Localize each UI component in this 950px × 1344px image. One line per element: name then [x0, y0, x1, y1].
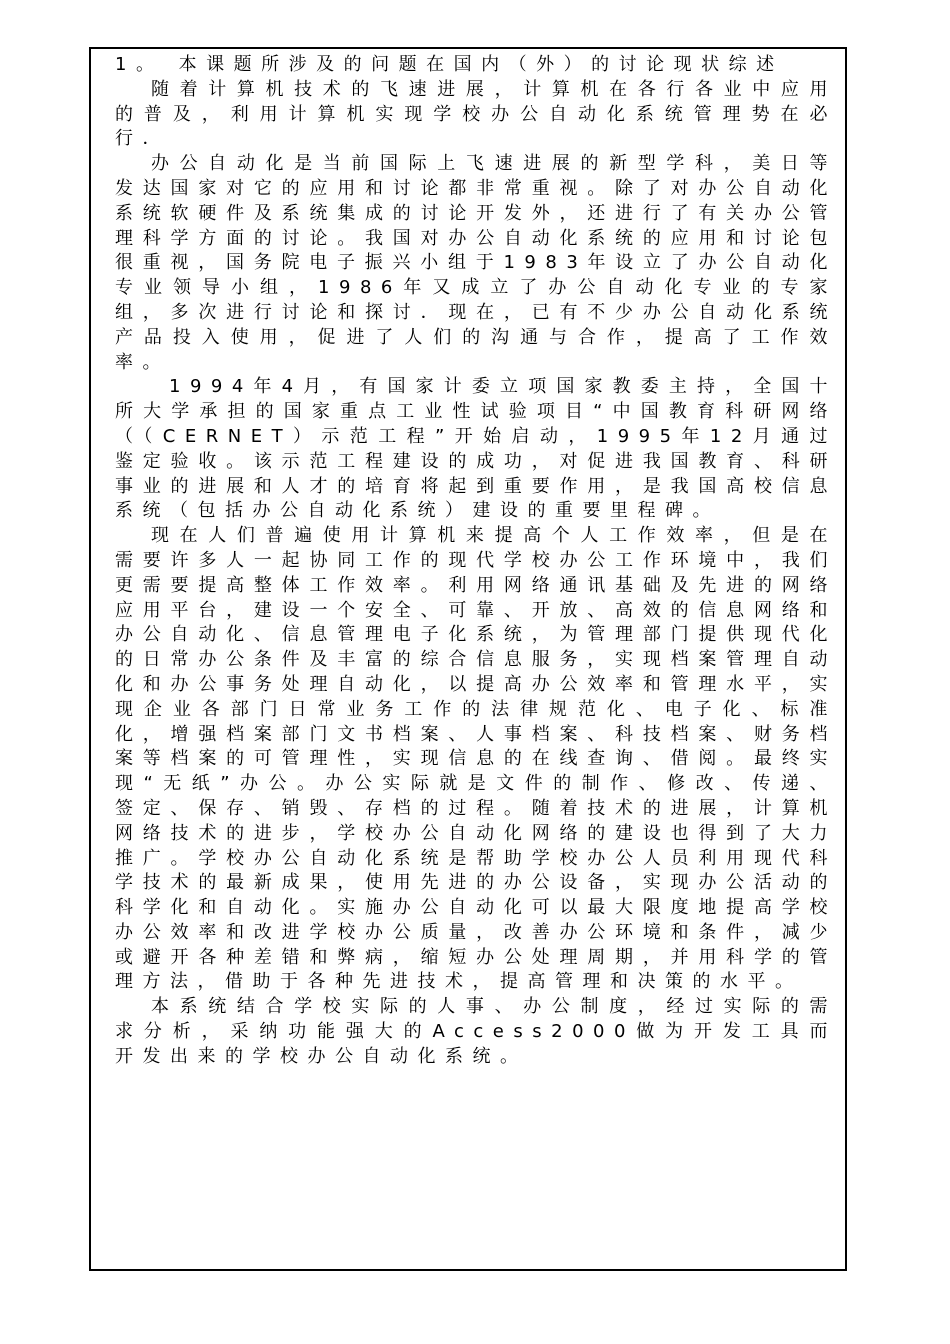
paragraph-intro: 随着计算机技术的飞速进展，计算机在各行各业中应用的普及，利用计算机实现学校办公自动化系统管理势在必行． [115, 78, 837, 150]
document-frame [89, 47, 847, 1271]
section-heading: 1。 本课题所涉及的问题在国内（外）的讨论现状综述 [115, 54, 784, 75]
paragraph-oa-research: 办公自动化是当前国际上飞速进展的新型学科，美日等发达国家对它的应用和讨论都非常重视。除了对办公自动化系统软硬件及系统集成的讨论开发外，还进行了有关办公管理科学方面的讨论。我国对办公自动化系统的应用和讨论包很重视，国务院电子振兴小组于1983年设立了办公自动化专业领导小组，1986年又成立了办公自动化专业的专家组，多次进行讨论和探讨．现在，已有不少办公自动化系统产品投入使用，促进了人们的沟通与合作，提高了工作效率。 [115, 153, 837, 373]
document-body [115, 53, 837, 1070]
paragraph-cernet: 1994年4月，有国家计委立项国家教委主持，全国十所大学承担的国家重点工业性试验项目“中国教育科研网络（（CERNET）示范工程”开始启动，1995年12月通过鉴定验收。该示范工程建设的成功，对促进我国教育、科研事业的进展和人才的培育将起到重要作用，是我国高校信息系统（包括办公自动化系统）建设的重要里程碑。 [115, 376, 837, 522]
paragraph-school-oa: 现在人们普遍使用计算机来提高个人工作效率，但是在需要许多人一起协同工作的现代学校办公工作环境中，我们更需要提高整体工作效率。利用网络通讯基础及先进的网络应用平台，建设一个安全、可靠、开放、高效的信息网络和办公自动化、信息管理电子化系统，为管理部门提供现代化的日常办公条件及丰富的综合信息服务，实现档案管理自动化和办公事务处理自动化，以提高办公效率和管理水平，实现企业各部门日常业务工作的法律规范化、电子化、标准化，增强档案部门文书档案、人事档案、科技档案、财务档案等档案的可管理性，实现信息的在线查询、借阅。最终实现“无纸”办公。办公实际就是文件的制作、修改、传递、签定、保存、销毁、存档的过程。随着技术的进展，计算机网络技术的进步，学校办公自动化网络的建设也得到了大力推广。学校办公自动化系统是帮助学校办公人员利用现代科学技术的最新成果，使用先进的办公设备，实现办公活动的科学化和自动化。实施办公自动化可以最大限度地提高学校办公效率和改进学校办公质量，改善办公环境和条件，减少或避开各种差错和弊病，缩短办公处理周期，并用科学的管理方法，借助于各种先进技术，提高管理和决策的水平。 [115, 525, 837, 993]
paragraph-system-summary: 本系统结合学校实际的人事、办公制度，经过实际的需求分析，采纳功能强大的Access2000做为开发工具而开发出来的学校办公自动化系统。 [115, 996, 837, 1067]
